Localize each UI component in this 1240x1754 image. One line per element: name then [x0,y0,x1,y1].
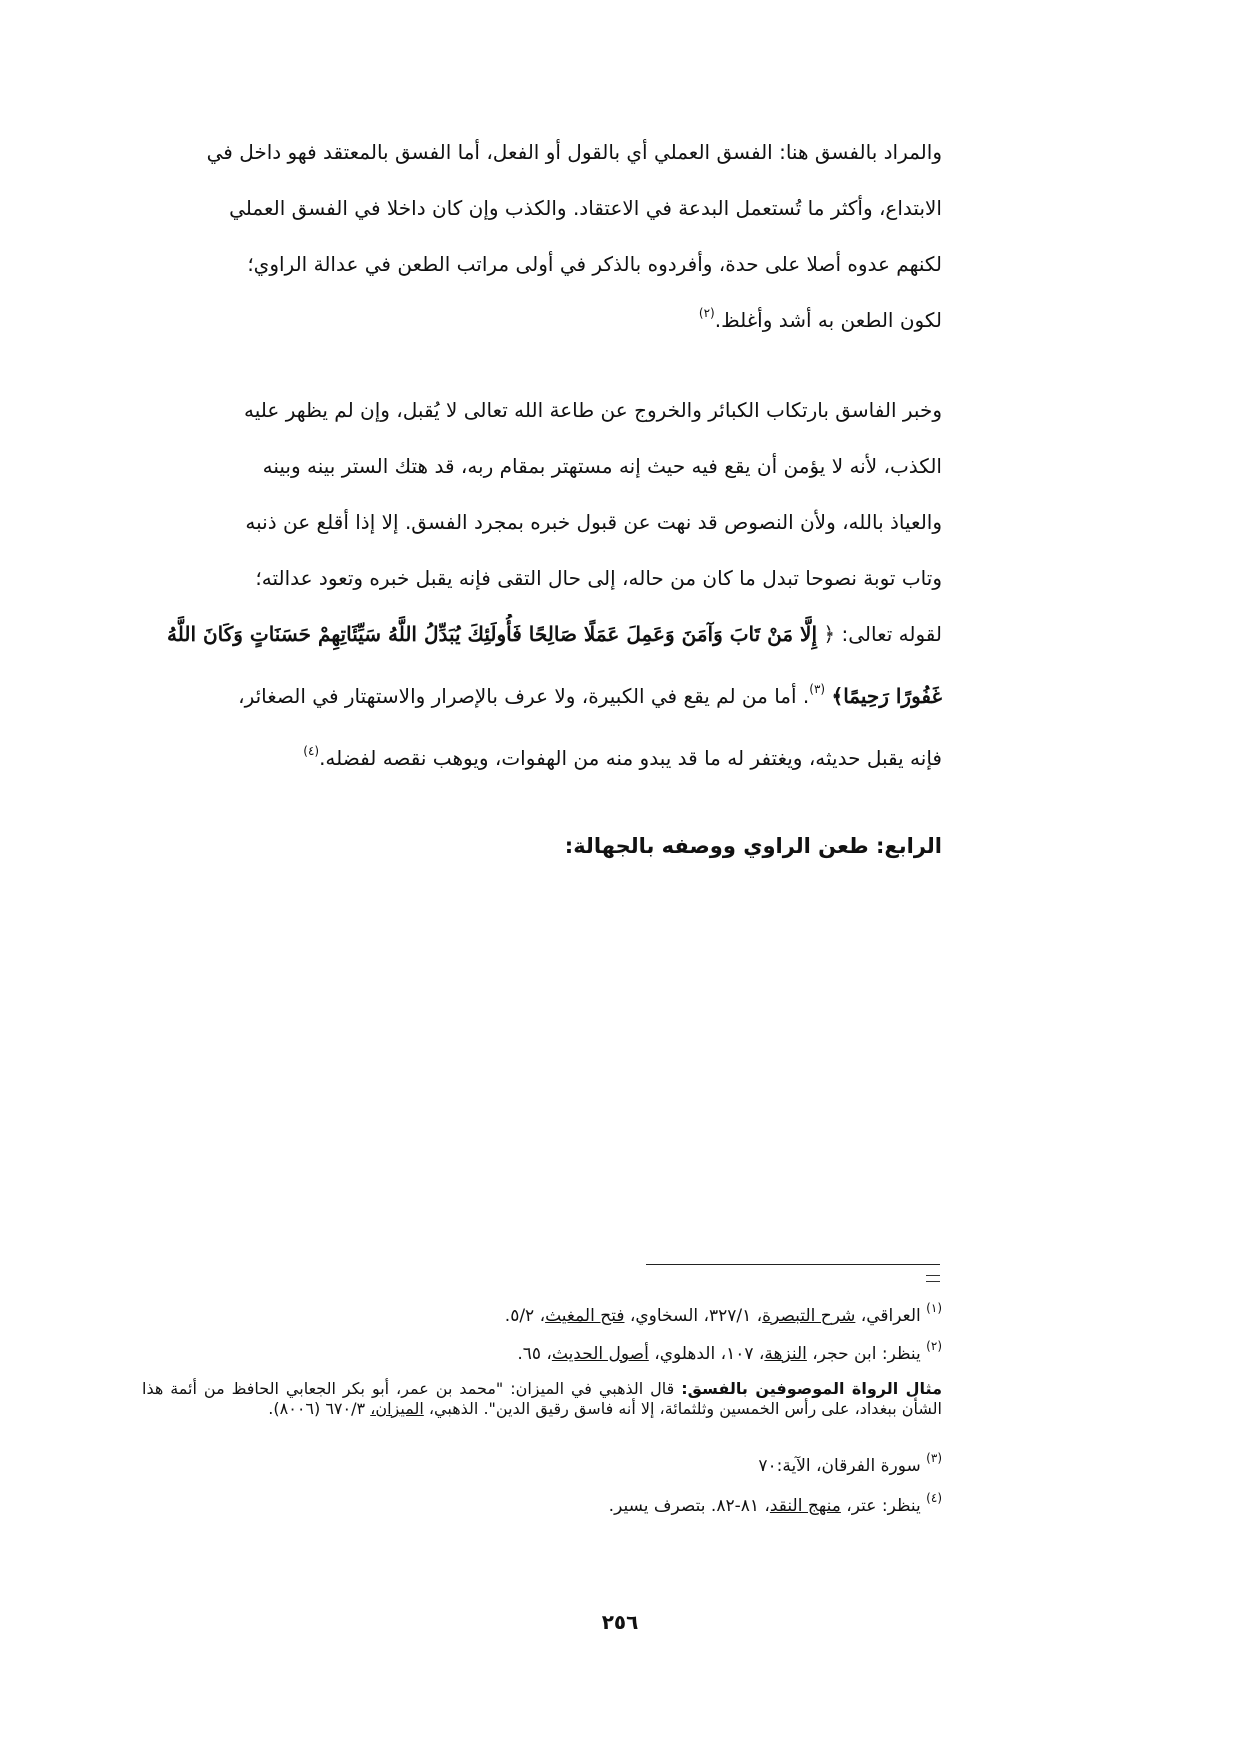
footnote-example-text: قال الذهبي في الميزان: "محمد بن عمر، أبو بكر الجعابي الحافظ من أئمة هذا الشأن ببغداد، على رأس الخمسين وثلثمائة، إلا أنه فاسق رقيق الدين". الذهبي، [142,1379,942,1418]
section-heading: الرابع: طعن الراوي ووصفه بالجهالة: [564,834,942,858]
page-number: ٢٥٦ [601,1610,639,1634]
footnote-1-post: ، ٥/٢. [504,1306,546,1326]
body-line-2: الابتداع، وأكثر ما تُستعمل البدعة في الاعتقاد. والكذب وإن كان داخلا في الفسق العملي [229,196,942,220]
after-ayah-text: . أما من لم يقع في الكبيرة، ولا عرف بالإصرار والاستهتار في الصغائر، [238,684,810,708]
footnote-4-pre: ينظر: عتر، [840,1496,921,1516]
body-line-5: وخبر الفاسق بارتكاب الكبائر والخروج عن طاعة الله تعالى لا يُقبل، وإن لم يظهر عليه [244,398,942,422]
footnote-4 [142,1491,942,1518]
continuation-mark [926,1275,940,1282]
footnote-1-mid: ، ٣٢٧/١، السخاوي، [624,1306,763,1326]
footnote-3-text: سورة الفرقان، الآية:٧٠ [758,1456,921,1476]
footnote-ref-4: (٤) [303,744,320,759]
footnote-ref-3: (٣) [809,682,826,697]
body-line-ayah [142,614,942,654]
footnote-1-ref: (١) [926,1301,942,1316]
body-line-6: الكذب، لأنه لا يؤمن أن يقع فيه حيث إنه مستهتر بمقام ربه، قد هتك الستر بينه وبينه [262,454,942,478]
footnote-2-mid: ، ١٠٧، الدهلوي، [648,1344,765,1364]
footnote-2 [142,1339,942,1366]
body-line-4 [142,300,942,340]
body-line-1: والمراد بالفسق هنا: الفسق العملي أي بالقول أو الفعل، أما الفسق بالمعتقد فهو داخل في [206,140,942,164]
quran-verse-end: غَفُورًا رَحِيمًا﴾ [831,684,942,708]
footnote-2-post: ، ٦٥. [517,1344,552,1364]
footnote-4-post: ، ٨١-٨٢. بتصرف يسير. [608,1496,770,1516]
footnote-2-pre: ينظر: ابن حجر، [806,1344,921,1364]
body-line-11 [142,738,942,778]
footnote-example-book: الميزان، [370,1399,424,1418]
footnote-2-book1: النزهة [764,1344,807,1364]
body-line-11-text: فإنه يقبل حديثه، ويغتفر له ما قد يبدو منه من الهفوات، ويوهب نقصه لفضله. [319,746,942,770]
footnote-3-ref: (٣) [926,1451,942,1466]
footnote-ref-2: (٢) [698,306,715,321]
footnote-1-book2: فتح المغيث [545,1306,625,1326]
body-line-7: والعياذ بالله، ولأن النصوص قد نهت عن قبول خبره بمجرد الفسق. إلا إذا أقلع عن ذنبه [245,510,942,534]
ayah-intro: لقوله تعالى: ﴿ [823,622,942,646]
body-line-8: وتاب توبة نصوحا تبدل ما كان من حاله، إلى حال التقى فإنه يقبل خبره وتعود عدالته؛ [255,566,942,590]
body-line-10 [142,676,942,716]
footnote-example [142,1379,942,1419]
footnote-1-pre: العراقي، [855,1306,921,1326]
footnote-2-ref: (٢) [926,1339,942,1354]
footnote-4-book1: منهج النقد [769,1496,841,1516]
footnote-1 [142,1301,942,1328]
footnote-2-book2: أصول الحديث [551,1344,649,1364]
quran-verse: إِلَّا مَنْ تَابَ وَآمَنَ وَعَمِلَ عَمَلًا صَالِحًا فَأُولَئِكَ يُبَدِّلُ اللَّهُ سَيِّئَاتِهِمْ حَسَنَاتٍ وَكَانَ اللَّهُ [167,622,818,646]
footnote-4-ref: (٤) [926,1491,942,1506]
body-line-4-text: لكون الطعن به أشد وأغلظ. [714,308,942,332]
footnote-separator [646,1264,940,1265]
body-line-3: لكنهم عدوه أصلا على حدة، وأفردوه بالذكر في أولى مراتب الطعن في عدالة الراوي؛ [247,252,942,276]
footnote-1-book1: شرح التبصرة [762,1306,856,1326]
footnote-3 [142,1451,942,1478]
footnote-example-label: مثال الرواة الموصوفين بالفسق: [681,1379,942,1398]
footnote-example-post: ٦٧٠/٣ (٨٠٠٦). [268,1399,371,1418]
